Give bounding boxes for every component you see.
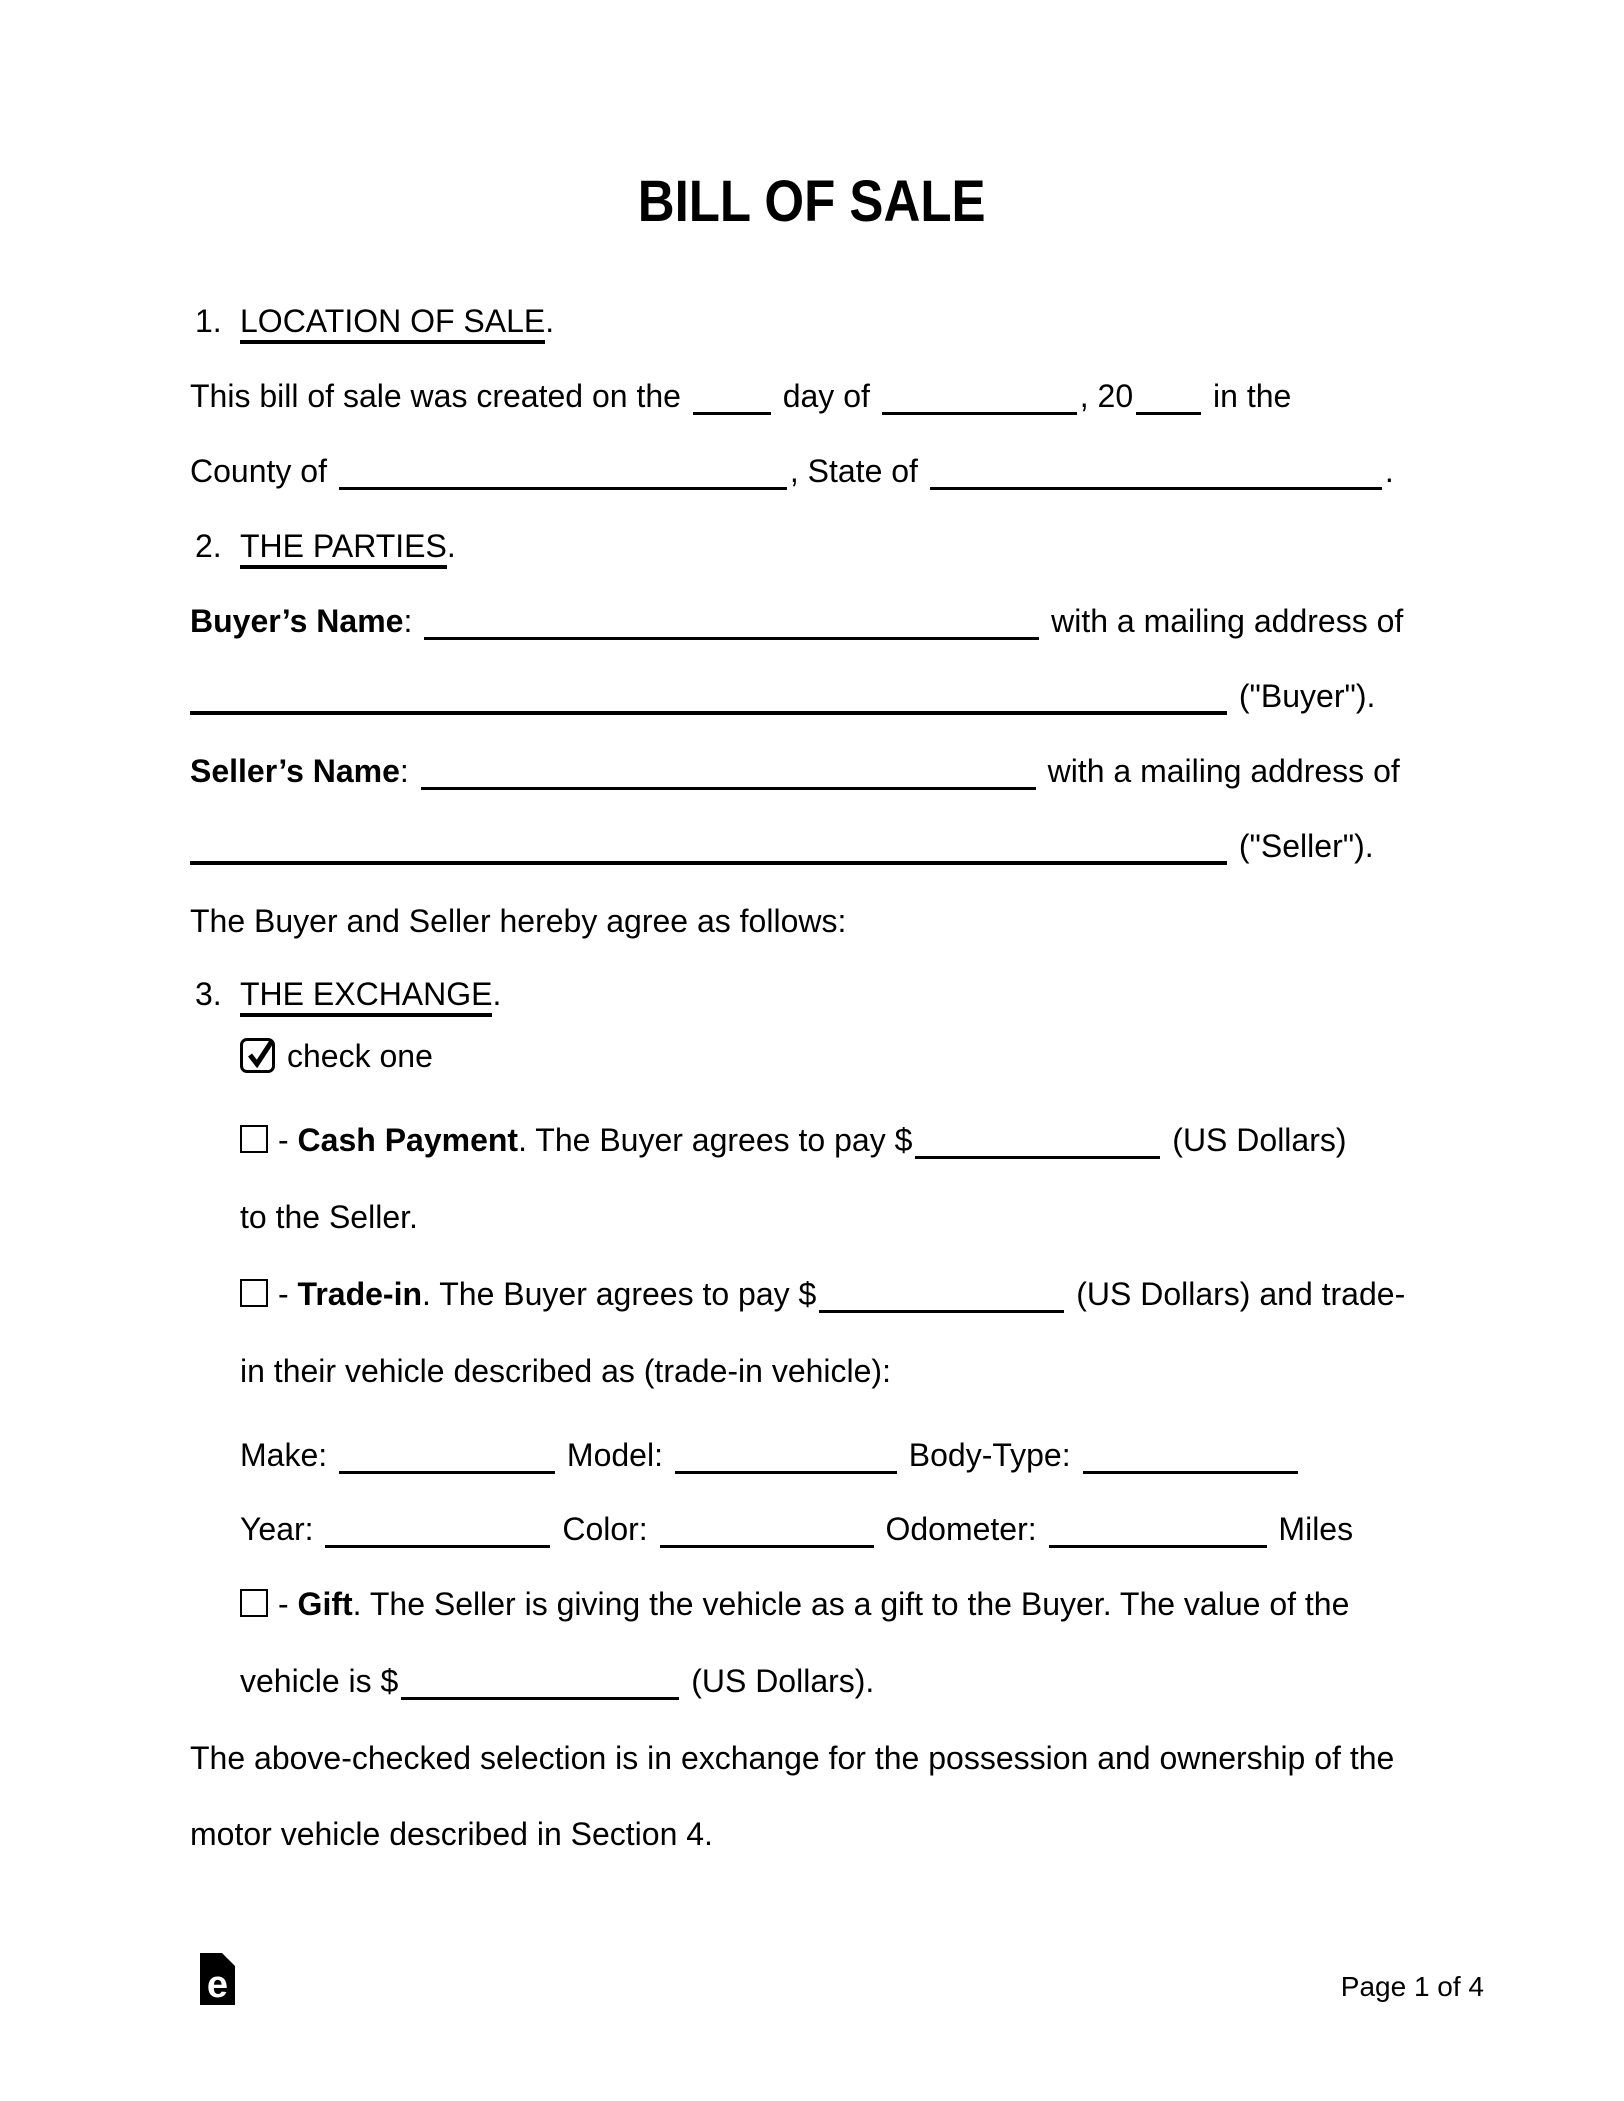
make-label: Make: (240, 1437, 328, 1473)
document-title: BILL OF SALE (638, 169, 986, 234)
vehicle-year-blank[interactable] (325, 1515, 550, 1548)
trade-in-line2 (240, 1354, 891, 1389)
agree-text: The Buyer and Seller hereby agree as follows: (190, 903, 847, 939)
section-1-period: . (545, 303, 555, 339)
seller-paren-text: ("Seller"). (1238, 828, 1374, 864)
created-date-line (190, 379, 1291, 415)
section-1-number: 1. (195, 303, 222, 339)
section-2-number: 2. (195, 528, 222, 564)
section-3-heading: THE EXCHANGE (240, 976, 492, 1017)
gift-value-text: vehicle is $ (240, 1663, 399, 1699)
seller-address-line (190, 829, 1374, 865)
odometer-blank[interactable] (1049, 1515, 1267, 1548)
eforms-logo-icon (200, 1953, 235, 2005)
state-label: , State of (789, 453, 918, 489)
page-number: Page 1 of 4 (1340, 1971, 1484, 2002)
cash-payment-line (240, 1123, 1347, 1159)
buyer-paren-text: ("Buyer"). (1238, 678, 1376, 714)
section-3-period: . (492, 976, 502, 1012)
trade-in-line (240, 1277, 1405, 1313)
buyer-name-label: Buyer’s Name (190, 603, 404, 639)
check-one-line (240, 1038, 433, 1074)
county-period: . (1384, 453, 1394, 489)
year-label: Year: (240, 1511, 314, 1547)
section-3-number: 3. (195, 976, 222, 1012)
to-the-seller-text: to the Seller. (240, 1199, 418, 1235)
vehicle-row-1 (240, 1438, 1301, 1474)
cash-dash: - (278, 1122, 289, 1158)
body-type-label: Body-Type: (908, 1437, 1071, 1473)
model-label: Model: (566, 1437, 663, 1473)
agree-line (190, 904, 846, 939)
buyer-colon: : (403, 603, 413, 639)
section-2-heading: THE PARTIES (240, 528, 447, 569)
created-text-3: , 20 (1079, 378, 1134, 414)
checked-checkbox-icon[interactable] (240, 1038, 275, 1073)
county-label: County of (190, 453, 327, 489)
trade-in-checkbox[interactable] (240, 1279, 268, 1307)
gift-line2 (240, 1664, 874, 1700)
buyer-address-blank[interactable] (190, 681, 1227, 715)
odometer-label: Odometer: (885, 1511, 1037, 1547)
body-type-blank[interactable] (1083, 1441, 1298, 1474)
cash-us-dollars: (US Dollars) (1172, 1122, 1347, 1158)
color-label: Color: (562, 1511, 648, 1547)
county-blank[interactable] (339, 457, 787, 490)
cash-payment-line2 (240, 1200, 418, 1235)
seller-name-label: Seller’s Name (190, 753, 400, 789)
closing-text-1: The above-checked selection is in exchange for the possession and ownership of the (190, 1740, 1395, 1776)
section-1-heading-row (195, 304, 554, 339)
trade-dash: - (278, 1276, 289, 1312)
gift-text: . The Seller is giving the vehicle as a gift to the Buyer. The value of the (352, 1586, 1350, 1622)
buyer-name-line (190, 604, 1403, 640)
cash-amount-blank[interactable] (915, 1126, 1160, 1159)
seller-address-blank[interactable] (190, 831, 1227, 865)
trade-vehicle-text: in their vehicle described as (trade-in vehicle): (240, 1353, 891, 1389)
gift-dash: - (278, 1586, 289, 1622)
gift-checkbox[interactable] (240, 1589, 268, 1617)
seller-name-blank[interactable] (421, 757, 1036, 790)
color-blank[interactable] (660, 1515, 874, 1548)
state-blank[interactable] (930, 457, 1382, 490)
created-text-1: This bill of sale was created on the (190, 378, 681, 414)
cash-payment-label: Cash Payment (297, 1122, 519, 1158)
section-3-heading-row (195, 977, 501, 1012)
trade-us-dollars: (US Dollars) and trade- (1076, 1276, 1406, 1312)
cash-payment-text: . The Buyer agrees to pay $ (518, 1122, 913, 1158)
gift-amount-blank[interactable] (401, 1667, 679, 1700)
trade-amount-blank[interactable] (819, 1280, 1064, 1313)
model-blank[interactable] (675, 1441, 897, 1474)
buyer-name-blank[interactable] (424, 607, 1039, 640)
seller-mailing-text: with a mailing address of (1047, 753, 1400, 789)
section-2-heading-row (195, 529, 456, 564)
document-title-row (0, 168, 1624, 235)
closing-line-1 (190, 1741, 1394, 1776)
seller-colon: : (399, 753, 409, 789)
closing-line-2 (190, 1817, 713, 1852)
buyer-address-line (190, 679, 1375, 715)
logo-letter: e (206, 1964, 229, 2006)
section-1-heading: LOCATION OF SALE (240, 303, 545, 344)
year-blank[interactable] (1136, 382, 1201, 415)
vehicle-row-2 (240, 1512, 1353, 1548)
trade-in-label: Trade-in (297, 1276, 423, 1312)
closing-text-2: motor vehicle described in Section 4. (190, 1816, 713, 1852)
day-blank[interactable] (693, 382, 771, 415)
section-2-period: . (446, 528, 456, 564)
check-one-label: check one (287, 1038, 433, 1074)
cash-checkbox[interactable] (240, 1125, 268, 1153)
seller-name-line (190, 754, 1400, 790)
trade-in-text: . The Buyer agrees to pay $ (422, 1276, 817, 1312)
created-text-2: day of (782, 378, 870, 414)
month-blank[interactable] (882, 382, 1077, 415)
gift-label: Gift (297, 1586, 353, 1622)
county-state-line (190, 454, 1394, 490)
created-text-4: in the (1213, 378, 1292, 414)
gift-us-dollars: (US Dollars). (691, 1663, 875, 1699)
gift-line (240, 1587, 1349, 1622)
buyer-mailing-text: with a mailing address of (1051, 603, 1404, 639)
miles-label: Miles (1278, 1511, 1354, 1547)
make-blank[interactable] (339, 1441, 555, 1474)
